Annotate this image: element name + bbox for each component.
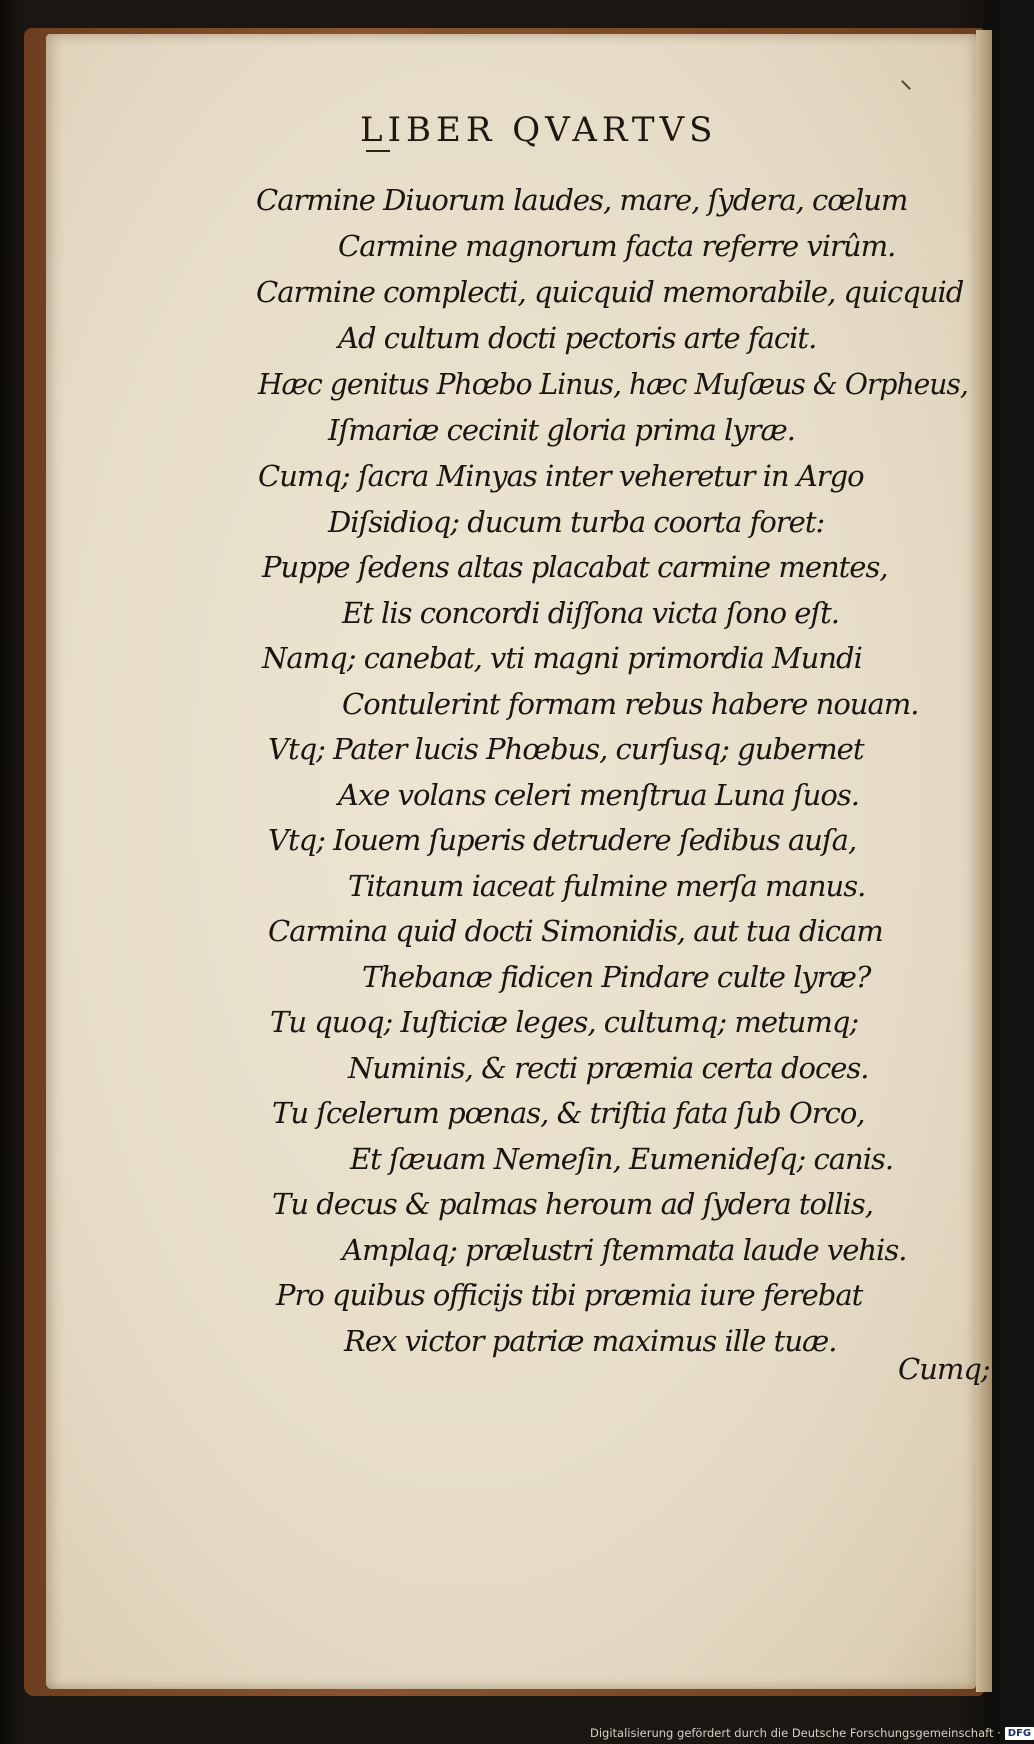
verse-line: Carmina quid docti Simonidis, aut tua dicam <box>268 914 883 948</box>
catchword: Cumq; <box>898 1352 990 1386</box>
verse-line: Pro quibus officijs tibi præmia iure ferebat <box>276 1278 863 1312</box>
digitization-credit <box>590 1724 1032 1742</box>
verse-line: Titanum iaceat fulmine merſa manus. <box>348 869 866 903</box>
verse-line: Contulerint formam rebus habere nouam. <box>342 687 919 721</box>
verse-line: Axe volans celeri menſtrua Luna ſuos. <box>338 778 859 812</box>
verse-line: Tu quoq; Iuſticiæ leges, cultumq; metumq; <box>270 1005 859 1039</box>
verse-line: Namq; canebat, vti magni primordia Mundi <box>262 641 862 675</box>
verse-line: Cumq; ſacra Minyas inter veheretur in Argo <box>258 459 864 493</box>
verse-line: Carmine Diuorum laudes, mare, ſydera, cœlum <box>256 183 908 217</box>
dfg-logo-icon: DFG <box>1005 1727 1034 1740</box>
verse-line: Et lis concordi diſſona victa ſono eſt. <box>342 596 840 630</box>
verse-line: Rex victor patriæ maximus ille tuæ. <box>344 1324 837 1358</box>
verse-line: Thebanæ fidicen Pindare culte lyræ? <box>362 960 871 994</box>
verse-line: Vtq; Iouem ſuperis detrudere ſedibus auſa, <box>268 823 857 857</box>
verse-line: Tu ſcelerum pœnas, & triſtia fata ſub Orco, <box>272 1096 865 1130</box>
verse-line: Carmine magnorum facta referre virûm. <box>338 229 896 263</box>
running-head: LIBER QVARTVS <box>360 110 718 150</box>
verse-line: Et ſæuam Nemeſin, Eumenideſq; canis. <box>350 1142 894 1176</box>
verse-line: Amplaq; prælustri ſtemmata laude vehis. <box>342 1233 907 1267</box>
verse-line: Hæc genitus Phœbo Linus, hæc Muſæus & Orpheus, <box>258 367 968 401</box>
verse-line: Tu decus & palmas heroum ad ſydera tollis, <box>272 1187 873 1221</box>
verse-line: Iſmariæ cecinit gloria prima lyræ. <box>328 413 795 447</box>
verse-line: Vtq; Pater lucis Phœbus, curſusq; gubernet <box>268 732 864 766</box>
verse-line: Numinis, & recti præmia certa doces. <box>348 1051 869 1085</box>
verse-line: Puppe ſedens altas placabat carmine mentes, <box>262 550 888 584</box>
credit-text: Digitalisierung gefördert durch die Deutsche Forschungsgemeinschaft · <box>590 1726 1001 1740</box>
verse-line: Diſsidioq; ducum turba coorta foret: <box>328 505 825 539</box>
verse-line: Carmine complecti, quicquid memorabile, quicquid <box>256 275 964 309</box>
verse-line: Ad cultum docti pectoris arte facit. <box>338 321 817 355</box>
